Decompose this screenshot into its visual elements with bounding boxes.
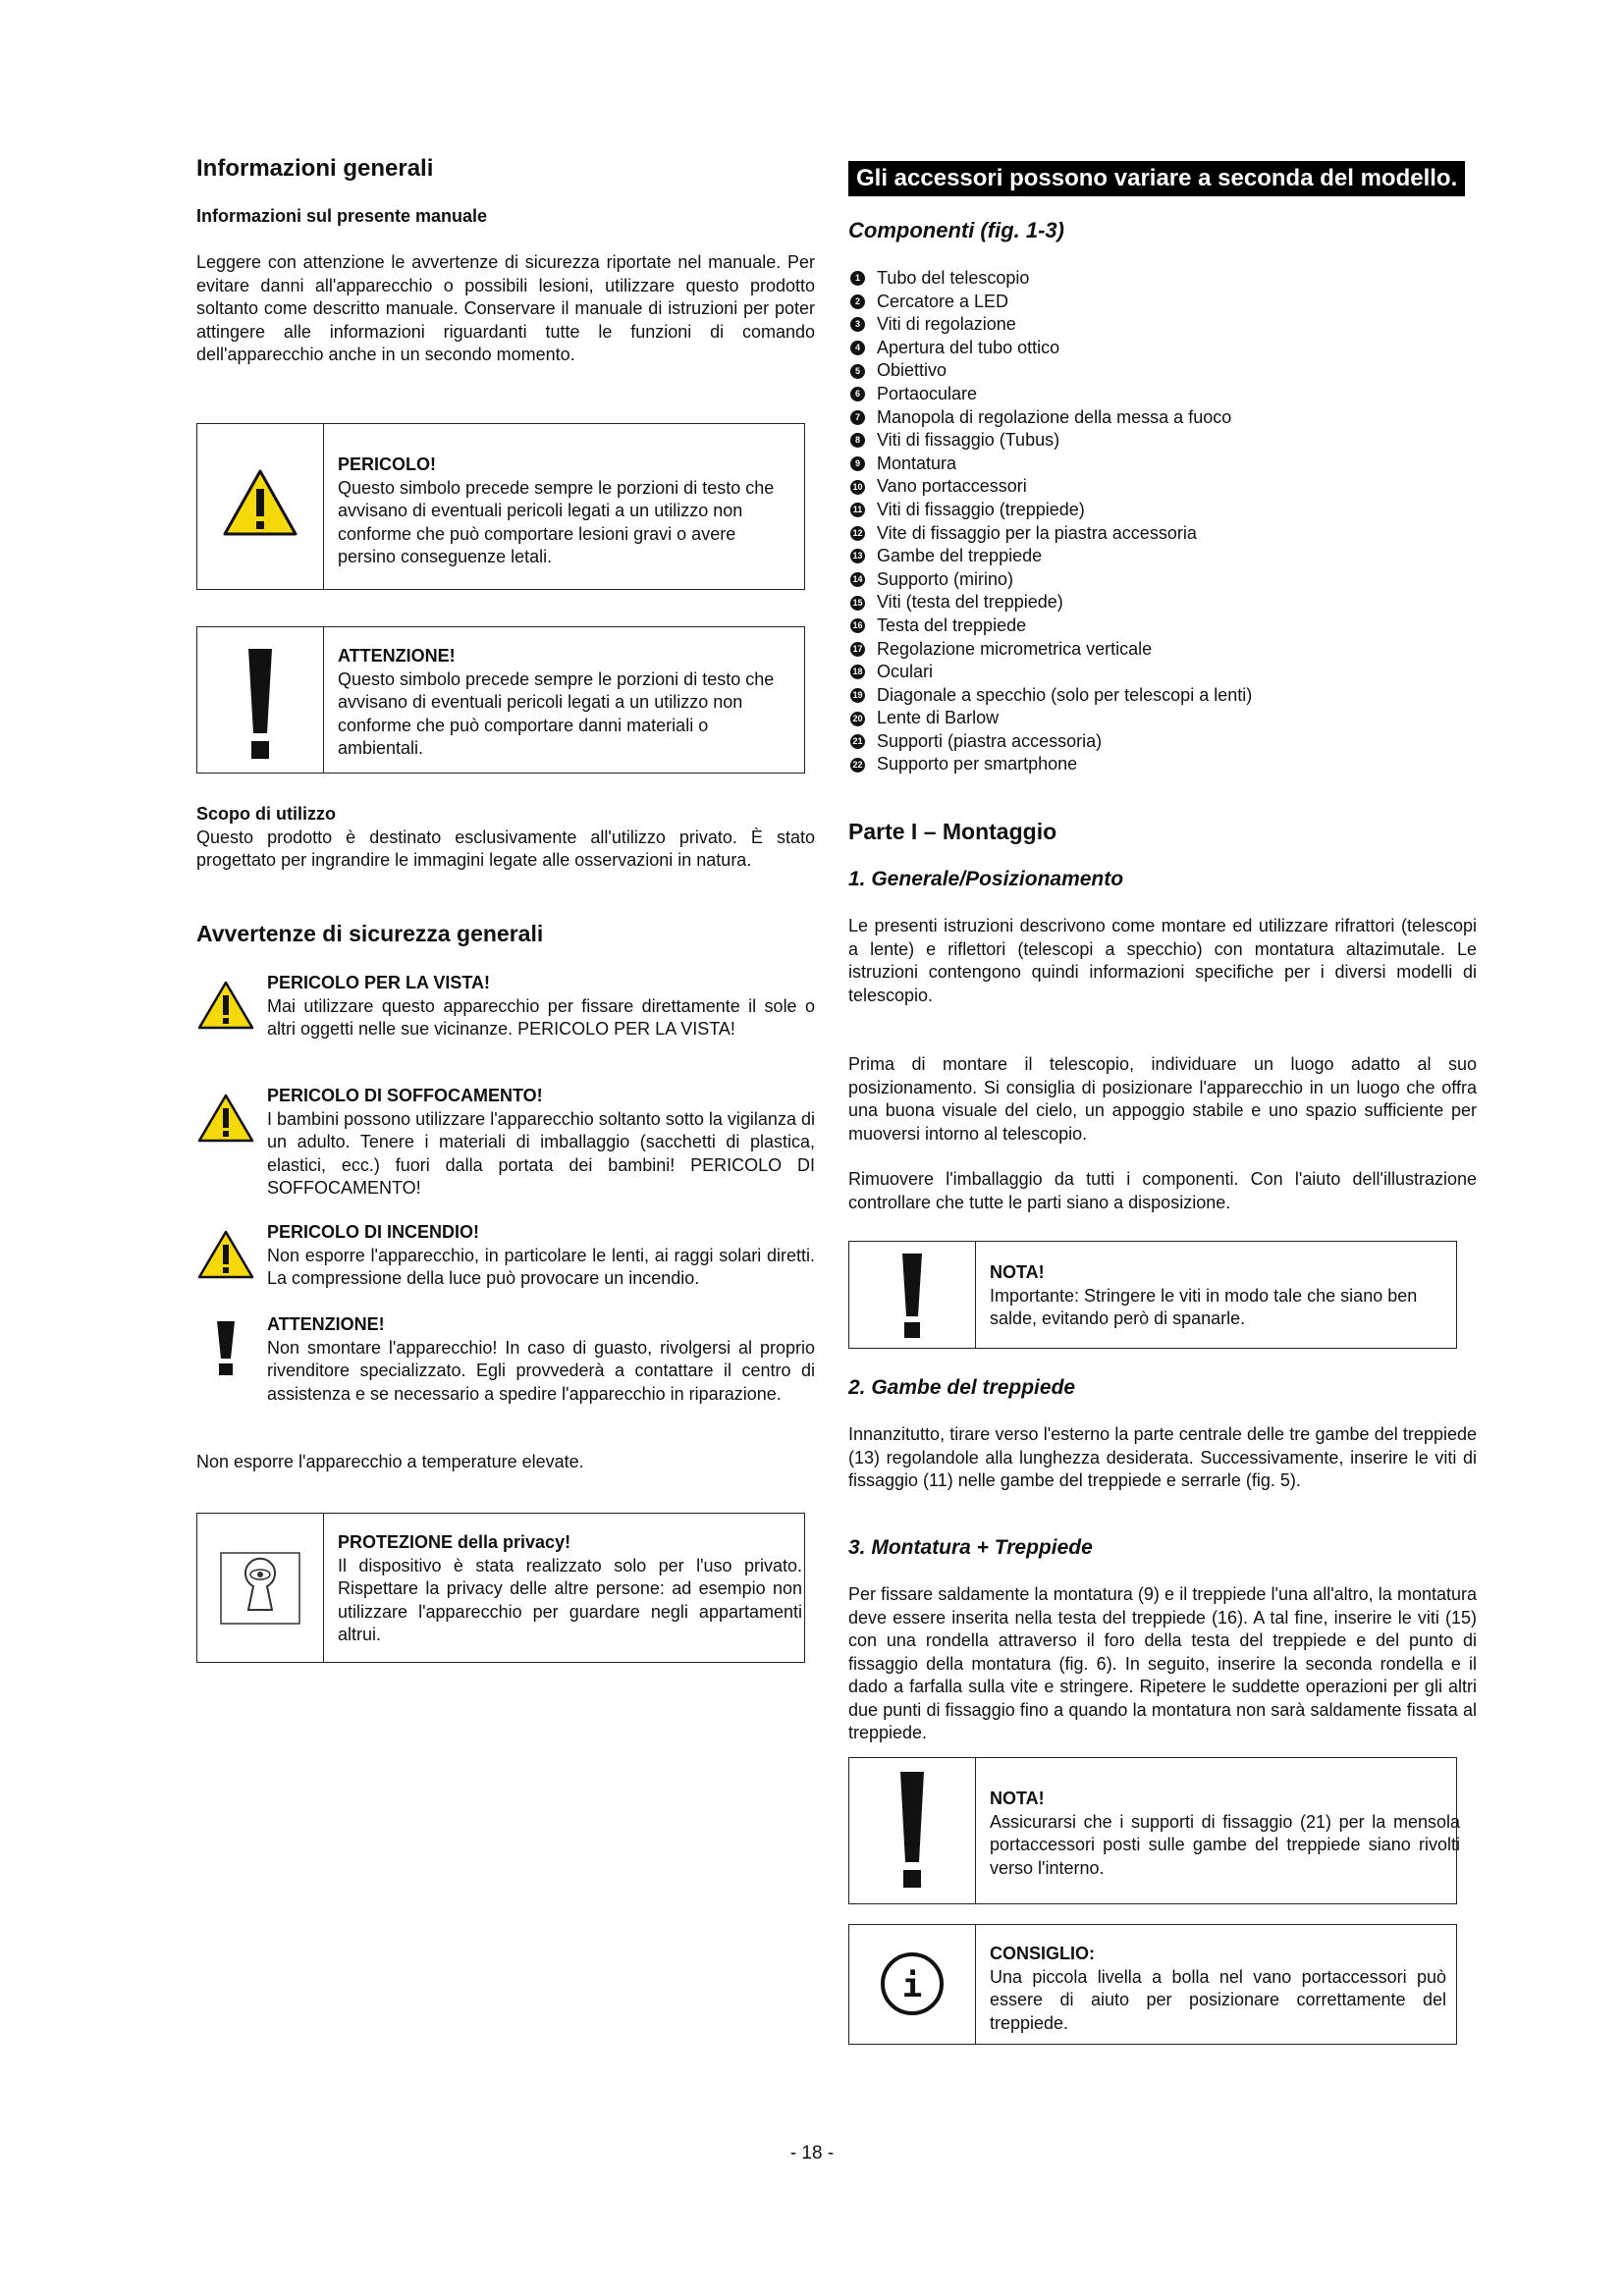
component-number-icon: 9 (850, 456, 865, 471)
component-item (850, 707, 1479, 730)
component-item (850, 614, 1479, 638)
component-number-icon: 14 (850, 572, 865, 587)
component-label: Diagonale a specchio (solo per telescopi a lenti) (877, 684, 1253, 705)
warning-text: Mai utilizzare questo apparecchio per fissare direttamente il sole o altri oggetti nelle sue vicinanze. PERICOLO PER LA VISTA! (267, 995, 815, 1039)
exclamation-icon (197, 627, 323, 773)
attention-title: ATTENZIONE! (338, 646, 456, 666)
warning-triangle-icon (196, 980, 255, 1031)
component-label: Testa del treppiede (877, 614, 1027, 635)
danger-text: Questo simbolo precede sempre le porzioni di testo che avvisano di eventuali pericoli legati a un utilizzo non conforme che può comportare lesioni gravi o avere persino conseguenze letali. (338, 477, 775, 566)
note-box-2 (848, 1757, 1460, 1904)
warning-title: PERICOLO DI SOFFOCAMENTO! (267, 1086, 543, 1105)
page-number: - 18 - (789, 2143, 835, 2163)
component-label: Regolazione micrometrica verticale (877, 638, 1153, 659)
component-label: Obiettivo (877, 360, 947, 381)
component-label: Supporto (mirino) (877, 568, 1014, 589)
component-number-icon: 10 (850, 480, 865, 495)
component-number-icon: 1 (850, 271, 865, 286)
accessories-banner: Gli accessori possono variare a seconda del modello. (848, 161, 1465, 196)
warning-fire (196, 1221, 815, 1300)
component-number-icon: 8 (850, 433, 865, 448)
privacy-box (196, 1513, 805, 1663)
component-number-icon: 16 (850, 618, 865, 633)
component-label: Supporto per smartphone (877, 754, 1078, 774)
keyhole-eye-icon (197, 1514, 323, 1662)
component-number-icon: 22 (850, 758, 865, 773)
tip-title: CONSIGLIO: (990, 1944, 1095, 1963)
privacy-text: Il dispositivo è stata realizzato solo per l'uso privato. Rispettare la privacy delle altre persone: ad esempio non utilizzare l'apparecchio per guardare negli appartamenti altrui. (338, 1555, 802, 1644)
section3-heading: 3. Montatura + Treppiede (848, 1536, 1093, 1559)
warning-text: I bambini possono utilizzare l'apparecchio soltanto sotto la vigilanza di un adulto. Tenere i materiali di imballaggio (sacchetti di plastica, elastici, ecc.) fuori dalla portata dei bambini! PERICOLO DI SOFFOCAMENTO! (267, 1108, 815, 1198)
component-number-icon: 11 (850, 503, 865, 517)
warning-triangle-icon (196, 1093, 255, 1144)
warning-text: Non smontare l'apparecchio! In caso di guasto, rivolgersi al proprio rivenditore specializzato. Egli provvederà a contattare il centro di assistenza e se necessario a spedire l'apparecchio in riparazione. (267, 1337, 815, 1404)
component-item (850, 267, 1479, 291)
component-item (850, 753, 1479, 776)
component-number-icon: 3 (850, 317, 865, 332)
note-text: Importante: Stringere le viti in modo tale che siano ben salde, evitando però di spanarle. (990, 1285, 1418, 1328)
component-label: Viti di regolazione (877, 314, 1016, 335)
component-item (850, 568, 1479, 592)
component-label: Tubo del telescopio (877, 268, 1030, 288)
manual-subheading: Informazioni sul presente manuale (196, 206, 488, 226)
part-heading: Parte I – Montaggio (848, 819, 1057, 844)
warning-text: Non esporre l'apparecchio, in particolare le lenti, ai raggi solari diretti. La compressione della luce può provocare un incendio. (267, 1245, 815, 1288)
purpose-title: Scopo di utilizzo (196, 804, 336, 824)
exclamation-icon (214, 1319, 238, 1376)
safety-heading: Avvertenze di sicurezza generali (196, 921, 544, 946)
temperature-note: Non esporre l'apparecchio a temperature elevate. (196, 1452, 584, 1471)
component-label: Viti di fissaggio (Tubus) (877, 430, 1060, 451)
component-item (850, 545, 1479, 568)
component-item (850, 453, 1479, 476)
info-icon (849, 1925, 975, 2044)
component-item (850, 661, 1479, 684)
component-item (850, 730, 1479, 754)
section1-paragraph-1: Le presenti istruzioni descrivono come montare ed utilizzare rifrattori (telescopi a lente) e riflettori (telescopi a specchio) con montatura altazimutale. Le istruzioni contengono quindi informazioni specifiche per i diversi modelli di telescopio. (848, 916, 1477, 1005)
exclamation-icon (849, 1758, 975, 1903)
component-label: Apertura del tubo ottico (877, 337, 1060, 357)
components-list (850, 267, 1479, 776)
section2-paragraph: Innanzitutto, tirare verso l'esterno la parte centrale delle tre gambe del treppiede (13) regolandole alla lunghezza desiderata. Successivamente, inserire le viti di fissaggio (11) nelle gambe del treppiede e serrarle (fig. 5). (848, 1424, 1477, 1490)
component-item (850, 499, 1479, 522)
component-number-icon: 17 (850, 642, 865, 657)
privacy-title: PROTEZIONE della privacy! (338, 1532, 571, 1552)
page-title: Informazioni generali (196, 155, 434, 182)
component-item (850, 684, 1479, 708)
component-item (850, 291, 1479, 314)
danger-box (196, 423, 805, 590)
warning-title: ATTENZIONE! (267, 1314, 385, 1334)
component-number-icon: 7 (850, 410, 865, 425)
note-title: NOTA! (990, 1262, 1045, 1282)
component-item (850, 522, 1479, 546)
component-label: Vite di fissaggio per la piastra accessoria (877, 522, 1197, 543)
attention-text: Questo simbolo precede sempre le porzioni di testo che avvisano di eventuali pericoli legati a un utilizzo non conforme che può comportare danni materiali o ambientali. (338, 668, 775, 758)
component-number-icon: 15 (850, 596, 865, 611)
tip-box (848, 1924, 1457, 2045)
component-item (850, 638, 1479, 662)
component-number-icon: 21 (850, 734, 865, 749)
warning-title: PERICOLO PER LA VISTA! (267, 973, 491, 992)
danger-title: PERICOLO! (338, 454, 437, 474)
warning-suffocation (196, 1085, 815, 1202)
note-title: NOTA! (990, 1789, 1045, 1808)
component-number-icon: 4 (850, 341, 865, 355)
component-number-icon: 6 (850, 387, 865, 401)
purpose-text: Questo prodotto è destinato esclusivamente all'utilizzo privato. È stato progettato per ingrandire le immagini legate alle osservazioni in natura. (196, 827, 815, 870)
warning-triangle-icon (197, 424, 323, 589)
component-number-icon: 5 (850, 364, 865, 379)
warning-triangle-icon (196, 1229, 255, 1280)
component-item (850, 406, 1479, 430)
component-label: Cercatore a LED (877, 291, 1009, 311)
component-number-icon: 20 (850, 712, 865, 726)
component-item (850, 313, 1479, 337)
component-label: Manopola di regolazione della messa a fuoco (877, 406, 1232, 427)
component-label: Viti (testa del treppiede) (877, 592, 1063, 613)
component-item (850, 429, 1479, 453)
component-item (850, 383, 1479, 406)
component-label: Portaoculare (877, 383, 978, 403)
exclamation-icon (849, 1242, 975, 1348)
svg-text:i: i (901, 1966, 923, 2005)
section1-heading: 1. Generale/Posizionamento (848, 868, 1124, 890)
component-number-icon: 13 (850, 549, 865, 563)
component-label: Vano portaccessori (877, 476, 1027, 497)
component-label: Viti di fissaggio (treppiede) (877, 499, 1085, 519)
section1-paragraph-2: Prima di montare il telescopio, individuare un luogo adatto al suo posizionamento. Si consiglia di posizionare l'apparecchio in un luogo che offra una buona visuale del cielo, un appoggio stabile e uno spazio sufficiente per muoversi intorno al telescopio. (848, 1054, 1477, 1144)
component-label: Montatura (877, 453, 957, 473)
component-number-icon: 2 (850, 294, 865, 309)
attention-box (196, 626, 805, 774)
note-box-1 (848, 1241, 1457, 1349)
component-item (850, 337, 1479, 360)
component-label: Oculari (877, 662, 934, 682)
warning-disassembly (196, 1313, 815, 1421)
warning-title: PERICOLO DI INCENDIO! (267, 1222, 480, 1242)
section1-paragraph-3: Rimuovere l'imballaggio da tutti i componenti. Con l'aiuto dell'illustrazione controllare che tutte le parti siano a disposizione. (848, 1169, 1477, 1212)
component-label: Lente di Barlow (877, 708, 1000, 728)
component-number-icon: 12 (850, 526, 865, 541)
warning-vision (196, 972, 815, 1070)
tip-text: Una piccola livella a bolla nel vano portaccessori può essere di aiuto per posizionare correttamente del treppiede. (990, 1966, 1446, 2033)
section3-paragraph: Per fissare saldamente la montatura (9) e il treppiede l'una all'altro, la montatura deve essere inserita nella testa del treppiede (16). A tal fine, inserire le viti (15) con una rondella attraverso il foro della testa del treppiede e del punto di fissaggio della montatura (fig. 6). In seguito, inserire la seconda rondella e il dado a farfalla sulla vite e stringere. Ripetere le suddette operazioni per gli altri due punti di fissaggio fino a quando la montatura non sarà saldamente fissata al treppiede. (848, 1584, 1477, 1742)
component-label: Supporti (piastra accessoria) (877, 730, 1103, 751)
note-text: Assicurarsi che i supporti di fissaggio (21) per la mensola portaccessori posti sulle gambe del treppiede siano rivolti verso l'interno. (990, 1811, 1460, 1878)
component-item (850, 475, 1479, 499)
component-item (850, 359, 1479, 383)
component-label: Gambe del treppiede (877, 546, 1043, 566)
components-heading: Componenti (fig. 1-3) (848, 218, 1064, 242)
component-number-icon: 19 (850, 688, 865, 703)
manual-paragraph: Leggere con attenzione le avvertenze di sicurezza riportate nel manuale. Per evitare danni all'apparecchio o possibili lesioni, utilizzare questo prodotto soltanto come descritto manuale. Conservare il manuale di istruzioni per poter attingere alle informazioni riguardanti tutte le funzioni di comando dell'apparecchio anche in un secondo momento. (196, 252, 815, 364)
section2-heading: 2. Gambe del treppiede (848, 1376, 1076, 1399)
component-item (850, 591, 1479, 614)
component-number-icon: 18 (850, 665, 865, 679)
